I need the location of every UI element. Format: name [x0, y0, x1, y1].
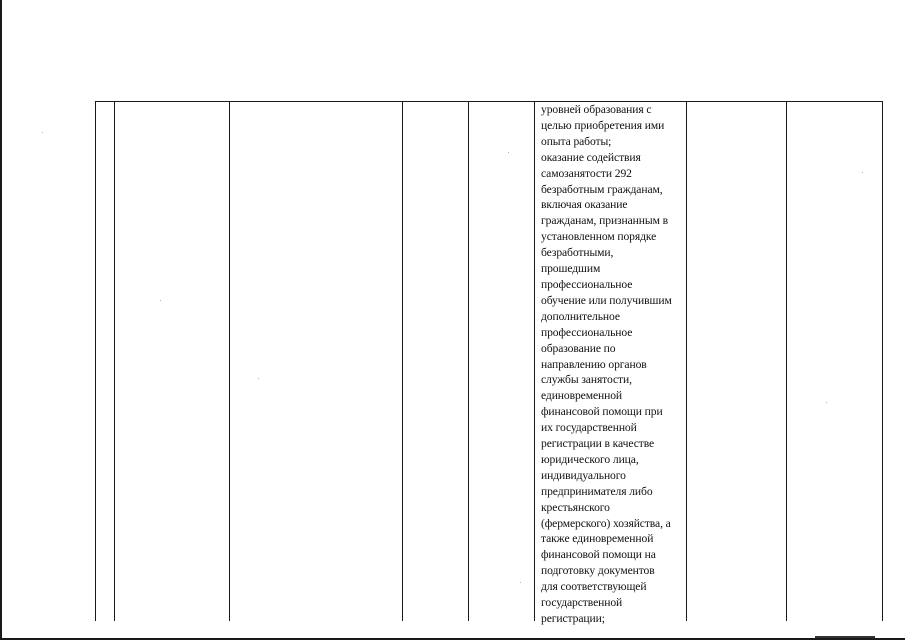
cell-text-line: установленном порядке	[541, 230, 657, 244]
scan-speck	[520, 582, 521, 583]
cell-text-line: также единовременной	[541, 532, 654, 546]
table-column-divider	[402, 102, 403, 621]
scan-bottom-mark	[815, 636, 875, 638]
cell-text-line: образование по	[541, 341, 616, 355]
cell-text-line: включая оказание	[541, 198, 628, 212]
scan-speck	[258, 378, 259, 379]
table-column-divider	[468, 102, 469, 621]
cell-text-line: уровней образования с	[541, 103, 652, 116]
scan-speck	[160, 300, 161, 301]
cell-text-line: регистрации;	[541, 612, 605, 625]
cell-text-line: самозанятости 292	[541, 166, 632, 180]
cell-text-line: службы занятости,	[541, 373, 632, 387]
cell-text-line: гражданам, признанным в	[541, 214, 668, 228]
cell-text-line: юридического лица,	[541, 452, 639, 466]
scan-speck	[862, 172, 863, 173]
scan-speck	[42, 132, 43, 133]
cell-text-line: предпринимателя либо	[541, 484, 653, 498]
cell-text-line: государственной	[541, 596, 623, 610]
cell-text-line: целью приобретения ими	[541, 118, 665, 132]
cell-text-line: (фермерского) хозяйства, а	[541, 516, 671, 530]
table-column-divider	[786, 102, 787, 621]
cell-text-line: безработными,	[541, 246, 614, 260]
table-column-divider	[114, 102, 115, 621]
table-column-divider	[229, 102, 230, 621]
cell-text-line: крестьянского	[541, 500, 610, 514]
cell-text-line: финансовой помощи при	[541, 405, 663, 419]
cell-text-line: направлению органов	[541, 357, 647, 371]
table-column-divider	[534, 102, 535, 621]
cell-text-line: их государственной	[541, 421, 637, 435]
cell-text-line: дополнительное	[541, 309, 620, 323]
cell-text-line: единовременной	[541, 389, 623, 403]
scan-left-border	[0, 0, 2, 640]
cell-text-line: регистрации в качестве	[541, 437, 655, 451]
cell-text-line: профессиональное	[541, 325, 633, 339]
cell-text-line: финансовой помощи на	[541, 548, 656, 562]
cell-text-line: безработным гражданам,	[541, 182, 663, 196]
cell-text-line: для соответствующей	[541, 580, 647, 594]
cell-text-line: индивидуального	[541, 468, 626, 482]
cell-text-line: опыта работы;	[541, 134, 612, 148]
cell-text-line: обучение или получившим	[541, 293, 672, 307]
table-cell-measures-text	[541, 102, 693, 627]
cell-text-line: прошедшим	[541, 262, 601, 276]
cell-text-line: оказание содействия	[541, 150, 641, 164]
document-table	[95, 101, 883, 625]
scan-speck	[508, 152, 509, 153]
cell-text-line: профессиональное	[541, 277, 633, 291]
scan-speck	[826, 402, 827, 403]
cell-text-line: подготовку документов	[541, 564, 655, 578]
